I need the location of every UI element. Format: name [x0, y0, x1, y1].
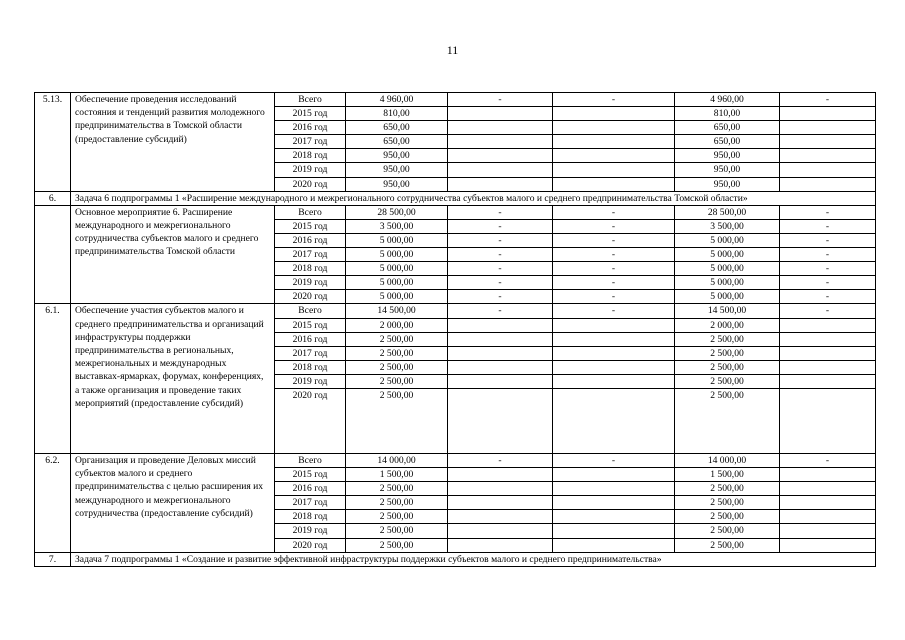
row-number: 6.	[35, 191, 71, 205]
row-number: 6.2.	[35, 453, 71, 552]
amount-cell	[448, 177, 553, 191]
amount-cell: -	[780, 453, 876, 467]
period-cell: 2019 год	[275, 374, 346, 388]
period-cell: 2016 год	[275, 121, 346, 135]
amount-cell: 3 500,00	[675, 219, 780, 233]
amount-cell: 2 500,00	[675, 496, 780, 510]
amount-cell	[553, 538, 675, 552]
period-cell: 2020 год	[275, 177, 346, 191]
amount-cell: -	[553, 248, 675, 262]
activity-name: Организация и проведение Деловых миссий субъектов малого и среднего предпринимательства с целью расширения их международного и межрегионального сотрудничества (предоставление субсидий)	[71, 453, 275, 552]
amount-cell: -	[780, 290, 876, 304]
table-row	[35, 453, 876, 467]
amount-cell	[448, 524, 553, 538]
period-cell: Всего	[275, 304, 346, 318]
period-cell: 2018 год	[275, 149, 346, 163]
amount-cell	[553, 524, 675, 538]
amount-cell: -	[780, 304, 876, 318]
amount-cell: 28 500,00	[675, 205, 780, 219]
amount-cell: -	[448, 276, 553, 290]
amount-cell	[448, 388, 553, 453]
amount-cell	[448, 374, 553, 388]
amount-cell: -	[780, 233, 876, 247]
period-cell: 2017 год	[275, 496, 346, 510]
amount-cell	[780, 332, 876, 346]
amount-cell	[448, 149, 553, 163]
period-cell: 2019 год	[275, 276, 346, 290]
amount-cell: -	[780, 93, 876, 107]
amount-cell	[780, 163, 876, 177]
amount-cell	[780, 468, 876, 482]
amount-cell: -	[553, 453, 675, 467]
amount-cell: 2 500,00	[346, 374, 448, 388]
amount-cell: 5 000,00	[346, 290, 448, 304]
period-cell: 2017 год	[275, 135, 346, 149]
amount-cell: 2 500,00	[346, 538, 448, 552]
budget-table	[34, 92, 876, 567]
amount-cell	[448, 121, 553, 135]
amount-cell	[553, 346, 675, 360]
period-cell: 2017 год	[275, 346, 346, 360]
period-cell: 2016 год	[275, 482, 346, 496]
amount-cell: 950,00	[675, 149, 780, 163]
table-row	[35, 93, 876, 107]
amount-cell: -	[448, 262, 553, 276]
amount-cell: 2 500,00	[346, 496, 448, 510]
amount-cell	[780, 538, 876, 552]
period-cell: 2020 год	[275, 290, 346, 304]
amount-cell: -	[553, 262, 675, 276]
amount-cell: 650,00	[675, 135, 780, 149]
amount-cell	[448, 482, 553, 496]
amount-cell: -	[448, 290, 553, 304]
amount-cell: 650,00	[346, 135, 448, 149]
amount-cell	[553, 374, 675, 388]
amount-cell: -	[553, 304, 675, 318]
amount-cell: 2 500,00	[346, 524, 448, 538]
page-number: 11	[446, 43, 459, 57]
amount-cell: -	[553, 290, 675, 304]
period-cell: Всего	[275, 93, 346, 107]
amount-cell: 5 000,00	[675, 233, 780, 247]
amount-cell	[448, 510, 553, 524]
amount-cell	[448, 107, 553, 121]
amount-cell: -	[780, 276, 876, 290]
amount-cell: -	[448, 453, 553, 467]
amount-cell	[780, 496, 876, 510]
amount-cell: 5 000,00	[675, 262, 780, 276]
amount-cell: 950,00	[346, 177, 448, 191]
activity-name: Основное мероприятие 6. Расширение международного и межрегионального сотрудничества субъектов малого и среднего предпринимательства Томской области	[71, 205, 275, 304]
amount-cell: 2 500,00	[346, 388, 448, 453]
amount-cell	[553, 496, 675, 510]
amount-cell	[553, 510, 675, 524]
amount-cell	[780, 374, 876, 388]
amount-cell: 2 500,00	[675, 332, 780, 346]
amount-cell	[553, 318, 675, 332]
amount-cell	[553, 482, 675, 496]
amount-cell: -	[553, 233, 675, 247]
amount-cell	[553, 121, 675, 135]
amount-cell: 14 500,00	[675, 304, 780, 318]
activity-name: Обеспечение проведения исследований состояния и тенденций развития молодежного предпринимательства в Томской области (предоставление субсидий)	[71, 93, 275, 192]
period-cell: 2016 год	[275, 233, 346, 247]
row-number: 7.	[35, 552, 71, 566]
row-number: 6.1.	[35, 304, 71, 454]
amount-cell: 2 500,00	[675, 538, 780, 552]
row-number	[35, 205, 71, 304]
amount-cell	[553, 177, 675, 191]
amount-cell	[553, 468, 675, 482]
amount-cell	[780, 524, 876, 538]
amount-cell: -	[780, 219, 876, 233]
activity-name: Обеспечение участия субъектов малого и среднего предпринимательства и организаций инфраструктуры поддержки предпринимательства в региональных, межрегиональных и международных выставках-ярмарках, форумах, конференциях, а также организация и проведение таких мероприятий (предоставление субсидий)	[71, 304, 275, 454]
amount-cell	[553, 388, 675, 453]
amount-cell	[448, 318, 553, 332]
amount-cell	[553, 163, 675, 177]
amount-cell: 1 500,00	[346, 468, 448, 482]
period-cell: 2019 год	[275, 163, 346, 177]
amount-cell: 2 500,00	[675, 510, 780, 524]
table-body	[35, 93, 876, 567]
amount-cell: 3 500,00	[346, 219, 448, 233]
task-row	[35, 552, 876, 566]
period-cell: 2016 год	[275, 332, 346, 346]
amount-cell: 2 500,00	[675, 360, 780, 374]
amount-cell: 810,00	[346, 107, 448, 121]
amount-cell	[448, 135, 553, 149]
period-cell: 2015 год	[275, 219, 346, 233]
amount-cell: 2 000,00	[346, 318, 448, 332]
amount-cell: 2 000,00	[675, 318, 780, 332]
amount-cell: -	[553, 205, 675, 219]
amount-cell	[780, 318, 876, 332]
amount-cell	[780, 177, 876, 191]
amount-cell	[448, 538, 553, 552]
amount-cell: 2 500,00	[675, 346, 780, 360]
amount-cell: 14 000,00	[675, 453, 780, 467]
amount-cell: 950,00	[346, 149, 448, 163]
amount-cell	[448, 360, 553, 374]
amount-cell: 5 000,00	[675, 248, 780, 262]
amount-cell	[780, 135, 876, 149]
amount-cell: 810,00	[675, 107, 780, 121]
amount-cell	[780, 107, 876, 121]
amount-cell: 950,00	[346, 163, 448, 177]
table-row	[35, 304, 876, 318]
amount-cell: -	[553, 219, 675, 233]
period-cell: Всего	[275, 205, 346, 219]
amount-cell	[780, 121, 876, 135]
amount-cell: -	[780, 205, 876, 219]
task-title: Задача 7 подпрограммы 1 «Создание и развитие эффективной инфраструктуры поддержки субъектов малого и среднего предпринимательства»	[71, 552, 876, 566]
amount-cell: 2 500,00	[346, 332, 448, 346]
period-cell: 2018 год	[275, 510, 346, 524]
amount-cell: 2 500,00	[675, 524, 780, 538]
amount-cell: 2 500,00	[346, 360, 448, 374]
amount-cell	[553, 332, 675, 346]
amount-cell: -	[448, 233, 553, 247]
amount-cell	[553, 360, 675, 374]
amount-cell	[448, 468, 553, 482]
amount-cell	[780, 482, 876, 496]
amount-cell: 2 500,00	[675, 482, 780, 496]
amount-cell	[780, 346, 876, 360]
amount-cell: 2 500,00	[675, 374, 780, 388]
period-cell: 2015 год	[275, 107, 346, 121]
amount-cell: 4 960,00	[675, 93, 780, 107]
amount-cell: -	[448, 248, 553, 262]
period-cell: 2015 год	[275, 468, 346, 482]
period-cell: Всего	[275, 453, 346, 467]
amount-cell: -	[448, 304, 553, 318]
amount-cell	[780, 388, 876, 453]
amount-cell: -	[553, 93, 675, 107]
amount-cell: 650,00	[346, 121, 448, 135]
period-cell: 2018 год	[275, 360, 346, 374]
amount-cell: -	[448, 93, 553, 107]
amount-cell: 14 500,00	[346, 304, 448, 318]
period-cell: 2020 год	[275, 538, 346, 552]
amount-cell: 4 960,00	[346, 93, 448, 107]
amount-cell	[780, 360, 876, 374]
period-cell: 2017 год	[275, 248, 346, 262]
amount-cell	[553, 135, 675, 149]
amount-cell: 950,00	[675, 177, 780, 191]
amount-cell: 2 500,00	[346, 510, 448, 524]
amount-cell: 28 500,00	[346, 205, 448, 219]
amount-cell: 5 000,00	[346, 262, 448, 276]
amount-cell	[780, 510, 876, 524]
amount-cell	[448, 496, 553, 510]
amount-cell: -	[448, 205, 553, 219]
period-cell: 2020 год	[275, 388, 346, 453]
amount-cell	[448, 346, 553, 360]
task-row	[35, 191, 876, 205]
row-number: 5.13.	[35, 93, 71, 192]
amount-cell: 650,00	[675, 121, 780, 135]
amount-cell: 5 000,00	[675, 290, 780, 304]
amount-cell: 5 000,00	[346, 276, 448, 290]
amount-cell: 1 500,00	[675, 468, 780, 482]
amount-cell	[448, 332, 553, 346]
period-cell: 2019 год	[275, 524, 346, 538]
amount-cell: -	[448, 219, 553, 233]
amount-cell	[448, 163, 553, 177]
table-row	[35, 205, 876, 219]
amount-cell: 14 000,00	[346, 453, 448, 467]
amount-cell: -	[553, 276, 675, 290]
amount-cell	[780, 149, 876, 163]
amount-cell: 2 500,00	[675, 388, 780, 453]
amount-cell	[553, 107, 675, 121]
task-title: Задача 6 подпрограммы 1 «Расширение международного и межрегионального сотрудничества субъектов малого и среднего предпринимательства Томской области»	[71, 191, 876, 205]
amount-cell: -	[780, 248, 876, 262]
amount-cell: 5 000,00	[675, 276, 780, 290]
amount-cell: 5 000,00	[346, 233, 448, 247]
period-cell: 2018 год	[275, 262, 346, 276]
amount-cell: -	[780, 262, 876, 276]
amount-cell: 5 000,00	[346, 248, 448, 262]
amount-cell: 2 500,00	[346, 482, 448, 496]
amount-cell: 950,00	[675, 163, 780, 177]
amount-cell: 2 500,00	[346, 346, 448, 360]
period-cell: 2015 год	[275, 318, 346, 332]
amount-cell	[553, 149, 675, 163]
